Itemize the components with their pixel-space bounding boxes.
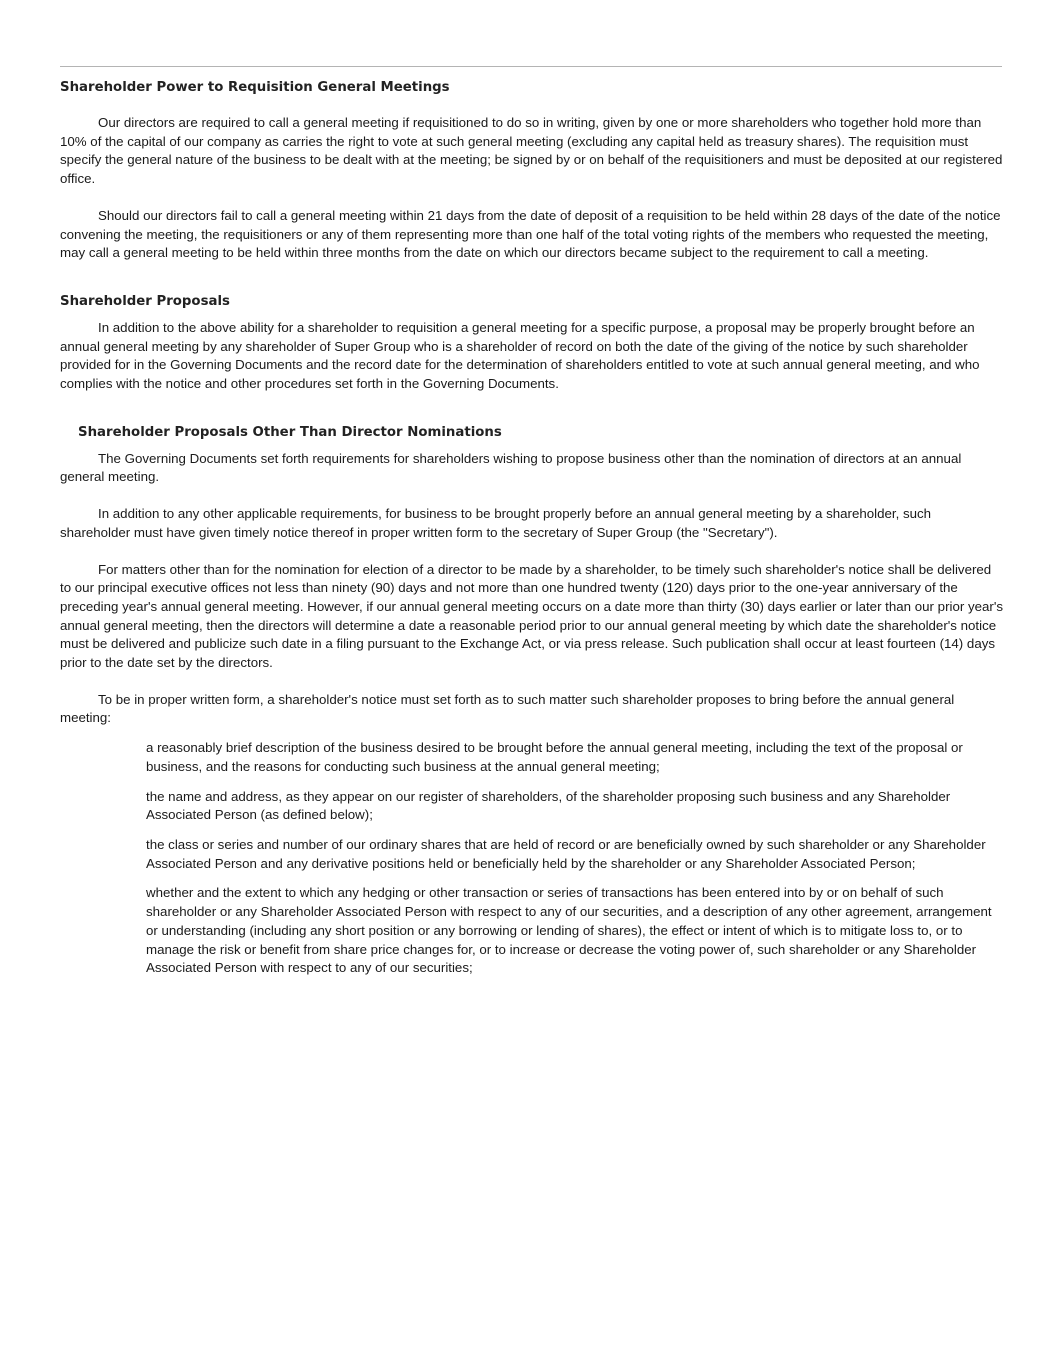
section-heading-proposals: Shareholder Proposals bbox=[60, 293, 230, 309]
section-heading-other-proposals: Shareholder Proposals Other Than Director Nominations bbox=[78, 424, 502, 440]
paragraph: For matters other than for the nomination for election of a director to be made by a shareholder, to be timely such shareholder's notice shall be delivered to our principal executive offices not less than ninety (90) days and not more than one hundred twenty (120) days prior to the one-year anniversary of the preceding year's annual general meeting. However, if our annual general meeting occurs on a date more than thirty (30) days earlier or later than our prior year's annual general meeting, then the directors will determine a date a reasonable period prior to our annual general meeting by which date the shareholder's notice must be delivered and publicize such date in a filing pursuant to the Exchange Act, or via press release. Such publication shall occur at least fourteen (14) days prior to the date set by the directors. bbox=[60, 561, 1004, 671]
paragraph: Our directors are required to call a general meeting if requisitioned to do so in writing, given by one or more shareholders who together hold more than 10% of the capital of our company as carries the right to vote at such general meeting (excluding any capital held as treasury shares). The requisition must specify the general nature of the business to be dealt with at the meeting; be signed by or on behalf of the requisitioners and must be deposited at our registered office. bbox=[60, 115, 1003, 187]
paragraph: In addition to any other applicable requirements, for business to be brought properly before an annual general meeting by a shareholder, such shareholder must have given timely notice thereof in proper written form to the secretary of Super Group (the "Secretary"). bbox=[60, 506, 932, 540]
list-item: the name and address, as they appear on our register of shareholders, of the shareholder proposing such business and any Shareholder Associated Person (as defined below); bbox=[146, 788, 951, 823]
section-heading-requisition: Shareholder Power to Requisition General Meetings bbox=[60, 80, 450, 95]
document-body bbox=[60, 78, 1004, 978]
list-item: the class or series and number of our ordinary shares that are held of record or are beneficially owned by such shareholder or any Shareholder Associated Person and any derivative positions held or beneficially held by the shareholder or any Shareholder Associated Person; bbox=[146, 836, 986, 871]
paragraph: In addition to the above ability for a shareholder to requisition a general meeting for a specific purpose, a proposal may be properly brought before an annual general meeting by any shareholder of Super Group who is a shareholder of record on both the date of the giving of the notice by such shareholder provided for in the Governing Documents and the record date for the determination of shareholders entitled to vote at such annual general meeting, and who complies with the notice and other procedures set forth in the Governing Documents. bbox=[60, 319, 980, 392]
list-item: a reasonably brief description of the business desired to be brought before the annual general meeting, including the text of the proposal or business, and the reasons for conducting such business at the annual general meeting; bbox=[146, 740, 963, 774]
paragraph: To be in proper written form, a shareholder's notice must set forth as to such matter such shareholder proposes to bring before the annual general meeting: bbox=[60, 691, 955, 726]
list-item: whether and the extent to which any hedging or other transaction or series of transactions has been entered into by or on behalf of such shareholder or any Shareholder Associated Person with respect to any of our securities, and a description of any other agreement, arrangement or understanding (including any short position or any borrowing or lending of shares), the effect or intent of which is to mitigate loss to, or to manage the risk or benefit from share price changes for, or to increase or decrease the voting power of, such shareholder or any Shareholder Associated Person with respect to any of our securities; bbox=[146, 885, 992, 976]
top-divider bbox=[60, 66, 1002, 67]
paragraph: The Governing Documents set forth requirements for shareholders wishing to propose business other than the nomination of directors at an annual general meeting. bbox=[60, 450, 962, 485]
paragraph: Should our directors fail to call a general meeting within 21 days from the date of deposit of a requisition to be held within 28 days of the date of the notice convening the meeting, the requisitioners or any of them representing more than one half of the total voting rights of the members who requested the meeting, may call a general meeting to be held within three months from the date on which our directors became subject to the requirement to call a meeting. bbox=[60, 207, 1001, 261]
